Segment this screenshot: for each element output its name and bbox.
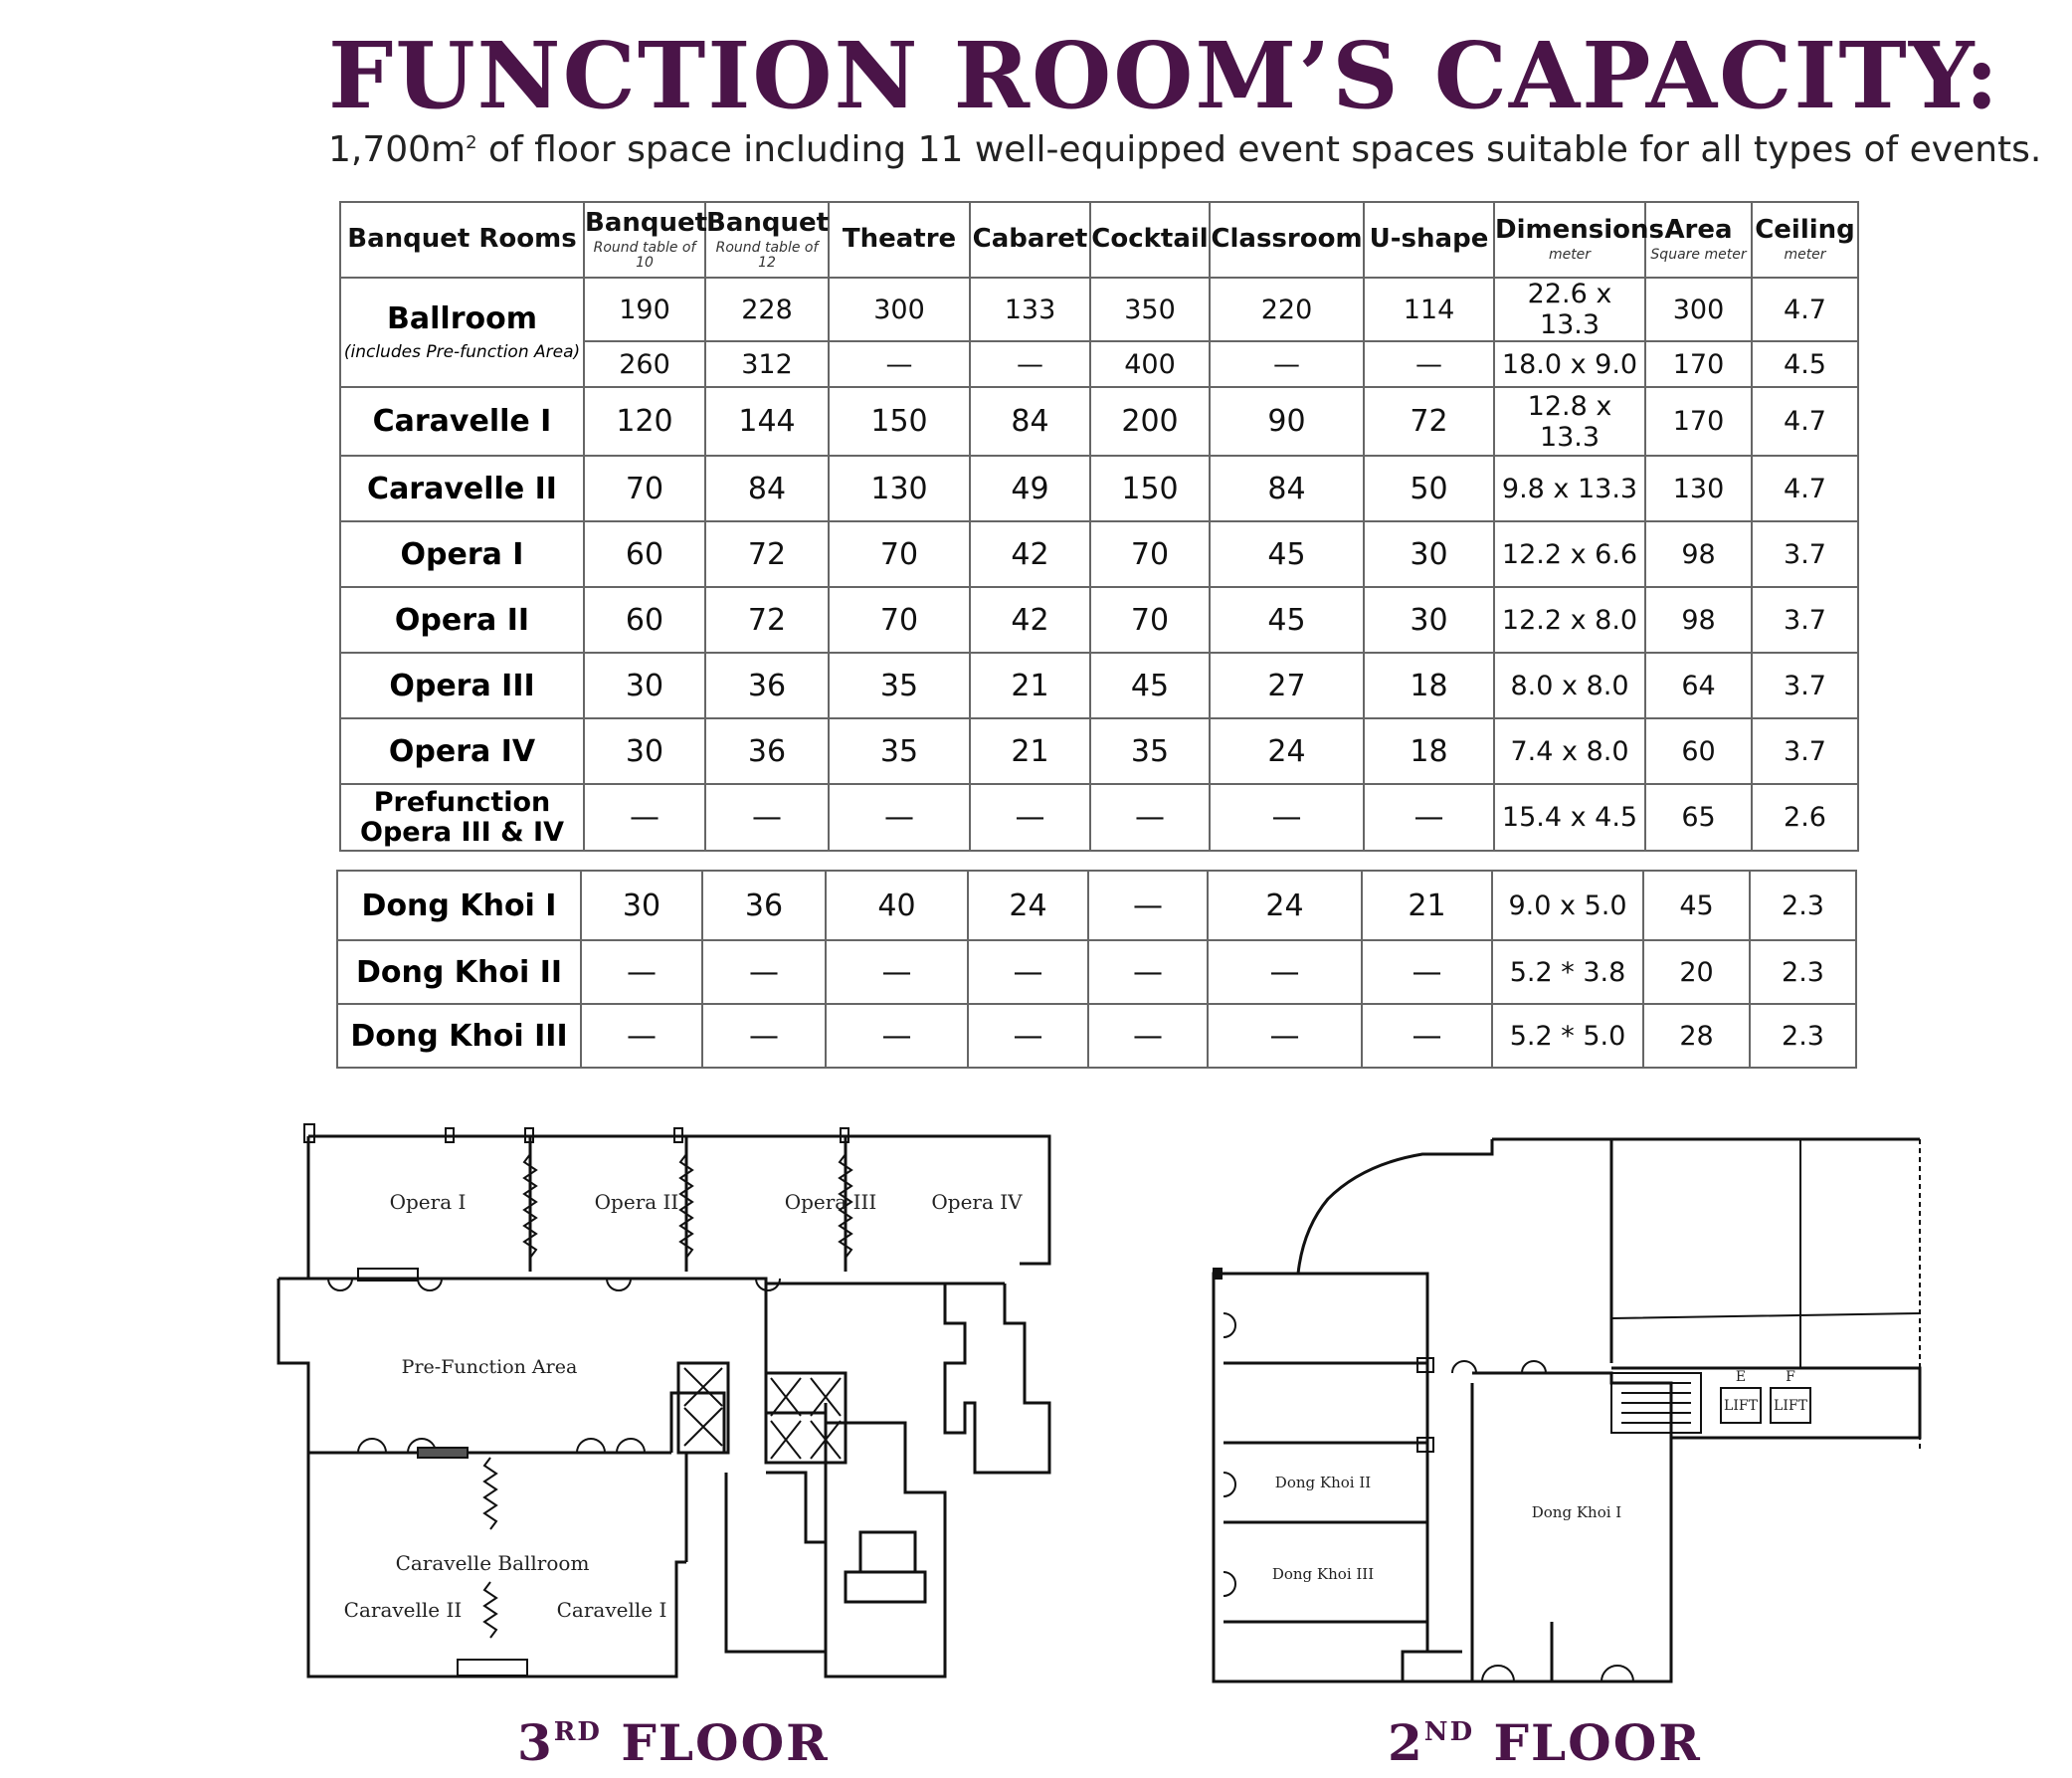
table-cell: 12.8 x 13.3	[1494, 387, 1645, 456]
lift-label-f: F	[1786, 1369, 1795, 1385]
wall	[1224, 1363, 1427, 1622]
floor-2-word: FLOOR	[1493, 1713, 1702, 1772]
table-cell: —	[829, 341, 970, 387]
table-cell: 200	[1090, 387, 1210, 456]
table-cell: 3.7	[1752, 587, 1858, 653]
table-cell: 45	[1210, 587, 1364, 653]
table-cell: 5.2 * 3.8	[1492, 940, 1643, 1004]
table-cell: 9.8 x 13.3	[1494, 456, 1645, 521]
table-cell: 2.3	[1750, 871, 1856, 940]
table-header-row	[340, 202, 1858, 278]
table-cell: 45	[1210, 521, 1364, 587]
room-label-opera-4: Opera IV	[931, 1190, 1023, 1214]
table-cell: 130	[829, 456, 970, 521]
table-cell: —	[970, 341, 1090, 387]
table-cell: —	[1088, 871, 1208, 940]
subtitle-superscript: 2	[466, 132, 477, 153]
table-cell: 4.7	[1752, 456, 1858, 521]
stair-icon	[1621, 1383, 1691, 1423]
room-label-dong-khoi-3: Dong Khoi III	[1271, 1565, 1375, 1583]
room-label-opera-1: Opera I	[389, 1190, 467, 1214]
column	[1214, 1269, 1222, 1279]
table-cell: 350	[1090, 278, 1210, 341]
table-row	[337, 940, 1856, 1004]
table-cell: 228	[705, 278, 829, 341]
table-row	[340, 456, 1858, 521]
table-cell: 36	[702, 871, 826, 940]
table-cell: 114	[1364, 278, 1494, 341]
header-banquet-12-label: Banquet	[706, 207, 830, 238]
table-cell: 64	[1645, 653, 1752, 718]
table-cell: —	[581, 940, 702, 1004]
room-label-dong-khoi-2: Dong Khoi II	[1274, 1474, 1372, 1491]
floor-3-suffix: RD	[553, 1717, 602, 1747]
table-row	[340, 278, 1858, 341]
elevator-icon	[771, 1378, 841, 1459]
room-name-ballroom	[340, 278, 584, 387]
header-banquet-12-sub: Round table of 12	[715, 239, 819, 271]
table-cell: 24	[968, 871, 1088, 940]
header-classroom: Classroom	[1210, 202, 1364, 278]
header-banquet-12	[705, 202, 829, 278]
table-cell: 4.7	[1752, 387, 1858, 456]
room-label-caravelle-ballroom: Caravelle Ballroom	[395, 1551, 590, 1575]
table-cell: —	[826, 940, 968, 1004]
header-ceiling-sub: meter	[1784, 247, 1826, 264]
table-row	[340, 587, 1858, 653]
prefunction-line2: Opera III & IV	[360, 816, 564, 848]
room-name: Dong Khoi I	[337, 871, 581, 940]
table-cell: 70	[584, 456, 705, 521]
table-cell: 90	[1210, 387, 1364, 456]
room-name: Dong Khoi III	[337, 1004, 581, 1068]
table-cell: —	[581, 1004, 702, 1068]
table-cell: 260	[584, 341, 705, 387]
room-name: Opera I	[340, 521, 584, 587]
table-cell: 18.0 x 9.0	[1494, 341, 1645, 387]
table-cell: —	[1210, 784, 1364, 851]
table-cell: 70	[829, 587, 970, 653]
table-cell: 50	[1364, 456, 1494, 521]
table-cell: —	[702, 1004, 826, 1068]
table-cell: 18	[1364, 653, 1494, 718]
table-cell: 84	[705, 456, 829, 521]
table-cell: —	[968, 940, 1088, 1004]
room-label-dong-khoi-1: Dong Khoi I	[1531, 1503, 1622, 1521]
table-cell: 35	[1090, 718, 1210, 784]
wall	[1403, 1622, 1552, 1681]
table-row	[340, 653, 1858, 718]
table-cell: 150	[1090, 456, 1210, 521]
header-ceiling-label: Ceiling	[1755, 215, 1855, 245]
table-row	[337, 1004, 1856, 1068]
header-banquet-rooms: Banquet Rooms	[340, 202, 584, 278]
table-cell: 3.7	[1752, 521, 1858, 587]
table-cell: 144	[705, 387, 829, 456]
wall	[279, 1279, 308, 1453]
header-area-label: Area	[1664, 215, 1733, 245]
floor-2-number: 2	[1388, 1713, 1424, 1772]
table-row	[340, 521, 1858, 587]
wall	[766, 1284, 826, 1413]
floor-plan-2nd	[1204, 1124, 1930, 1691]
room-label-caravelle-1: Caravelle I	[556, 1598, 667, 1622]
wall	[1214, 1274, 1427, 1293]
table-cell: 300	[829, 278, 970, 341]
room-name: Caravelle II	[340, 456, 584, 521]
wall	[766, 1473, 826, 1542]
table-cell: 12.2 x 8.0	[1494, 587, 1645, 653]
table-cell: —	[1208, 940, 1362, 1004]
column	[458, 1660, 527, 1676]
table-cell: —	[968, 1004, 1088, 1068]
table-cell: 70	[1090, 521, 1210, 587]
table-cell: 8.0 x 8.0	[1494, 653, 1645, 718]
table-cell: 30	[584, 718, 705, 784]
table-cell: —	[705, 784, 829, 851]
partition	[484, 1458, 496, 1529]
table-cell: 35	[829, 718, 970, 784]
ballroom-note: (includes Pre-function Area)	[343, 342, 581, 363]
floor-3-label	[517, 1713, 830, 1772]
room-label-opera-2: Opera II	[594, 1190, 679, 1214]
column	[1417, 1438, 1433, 1452]
header-cocktail: Cocktail	[1090, 202, 1210, 278]
table-cell: 4.5	[1752, 341, 1858, 387]
table-cell: 20	[1643, 940, 1750, 1004]
table-cell: —	[1088, 1004, 1208, 1068]
table-cell: 60	[1645, 718, 1752, 784]
wall	[279, 1136, 308, 1279]
header-area-sub: Square meter	[1650, 247, 1747, 264]
table-cell: 400	[1090, 341, 1210, 387]
table-cell: 72	[705, 587, 829, 653]
header-banquet-10-sub: Round table of 10	[593, 239, 696, 271]
table-cell: 27	[1210, 653, 1364, 718]
table-cell: —	[1210, 341, 1364, 387]
table-cell: 21	[1362, 871, 1492, 940]
partition	[484, 1582, 496, 1638]
table-cell: 84	[1210, 456, 1364, 521]
room-name-prefunction	[340, 784, 584, 851]
room-name: Dong Khoi II	[337, 940, 581, 1004]
header-cabaret: Cabaret	[970, 202, 1090, 278]
table-cell: 65	[1645, 784, 1752, 851]
table-cell: 40	[826, 871, 968, 940]
floor-2-suffix: ND	[1423, 1717, 1475, 1747]
table-cell: 312	[705, 341, 829, 387]
elevator-block	[678, 1363, 728, 1453]
table-cell: 190	[584, 278, 705, 341]
table-cell: 98	[1645, 587, 1752, 653]
table-cell: 3.7	[1752, 653, 1858, 718]
table-cell: —	[1088, 940, 1208, 1004]
table-cell: —	[826, 1004, 968, 1068]
prefunction-line1: Prefunction	[373, 786, 551, 818]
page-title: FUNCTION ROOM’S CAPACITY:	[328, 22, 2001, 129]
door	[1452, 1361, 1633, 1681]
table-cell: 21	[970, 653, 1090, 718]
header-dimensions-label: Dimensions	[1495, 215, 1664, 245]
table-cell: 60	[584, 587, 705, 653]
wall	[826, 1403, 945, 1677]
column	[1417, 1358, 1433, 1372]
table-cell: 30	[1364, 521, 1494, 587]
room-name: Opera IV	[340, 718, 584, 784]
column	[418, 1448, 468, 1458]
table-cell: 45	[1090, 653, 1210, 718]
table-cell: 36	[705, 718, 829, 784]
table-cell: 15.4 x 4.5	[1494, 784, 1645, 851]
table-cell: 60	[584, 521, 705, 587]
stair-block	[846, 1572, 925, 1602]
floor-3-number: 3	[517, 1713, 554, 1772]
table-cell: 72	[705, 521, 829, 587]
table-cell: 170	[1645, 341, 1752, 387]
room-label-opera-3: Opera III	[784, 1190, 877, 1214]
room-name: Opera II	[340, 587, 584, 653]
table-cell: 170	[1645, 387, 1752, 456]
table-cell: 300	[1645, 278, 1752, 341]
table-cell: 30	[581, 871, 702, 940]
table-cell: 7.4 x 8.0	[1494, 718, 1645, 784]
table-cell: 24	[1208, 871, 1362, 940]
table-cell: 4.7	[1752, 278, 1858, 341]
table-cell: —	[584, 784, 705, 851]
header-dimensions-sub: meter	[1548, 247, 1592, 264]
door	[358, 1439, 645, 1453]
table-cell: 5.2 * 5.0	[1492, 1004, 1643, 1068]
floor-2-label	[1388, 1713, 1702, 1772]
wall	[726, 1473, 826, 1652]
subtitle-suffix: of floor space including 11 well-equipped event spaces suitable for all types of events.	[476, 129, 2042, 170]
wall	[945, 1284, 1049, 1473]
header-ceiling	[1752, 202, 1858, 278]
table-row	[337, 871, 1856, 940]
table-cell: 2.3	[1750, 940, 1856, 1004]
room-name: Caravelle I	[340, 387, 584, 456]
capacity-table	[339, 201, 1859, 852]
subtitle-prefix: 1,700m	[328, 129, 467, 170]
lift-label-1: LIFT	[1724, 1398, 1758, 1414]
table-cell: 2.3	[1750, 1004, 1856, 1068]
room-name: Opera III	[340, 653, 584, 718]
table-cell: 98	[1645, 521, 1752, 587]
table-cell: 84	[970, 387, 1090, 456]
table-cell: 42	[970, 587, 1090, 653]
table-cell: —	[1364, 341, 1494, 387]
table-cell: —	[1362, 1004, 1492, 1068]
table-cell: 3.7	[1752, 718, 1858, 784]
header-banquet-10	[584, 202, 708, 278]
table-cell: 18	[1364, 718, 1494, 784]
header-ushape: U-shape	[1364, 202, 1494, 278]
room-label-caravelle-2: Caravelle II	[343, 1598, 463, 1622]
table-cell: 70	[1090, 587, 1210, 653]
table-cell: —	[1364, 784, 1494, 851]
header-theatre: Theatre	[829, 202, 970, 278]
table-cell: 24	[1210, 718, 1364, 784]
table-cell: —	[1362, 940, 1492, 1004]
room-label-prefunction: Pre-Function Area	[401, 1356, 578, 1378]
table-cell: 28	[1643, 1004, 1750, 1068]
floor-3-word: FLOOR	[621, 1713, 830, 1772]
ballroom-name: Ballroom	[387, 301, 537, 337]
wall	[1611, 1139, 1920, 1368]
table-cell: 220	[1210, 278, 1364, 341]
table-cell: 49	[970, 456, 1090, 521]
table-cell: 12.2 x 6.6	[1494, 521, 1645, 587]
table-cell: —	[1090, 784, 1210, 851]
wall	[1427, 1293, 1462, 1652]
table-row	[340, 784, 1858, 851]
table-cell: 36	[705, 653, 829, 718]
lift-label-e: E	[1735, 1369, 1747, 1385]
table-cell: 9.0 x 5.0	[1492, 871, 1643, 940]
lift-label-2: LIFT	[1774, 1398, 1807, 1414]
table-cell: 150	[829, 387, 970, 456]
dong-khoi-table	[336, 870, 1857, 1069]
table-cell: —	[970, 784, 1090, 851]
table-cell: 30	[1364, 587, 1494, 653]
header-dimensions	[1494, 202, 1664, 278]
table-cell: 22.6 x 13.3	[1494, 278, 1645, 341]
table-cell: 70	[829, 521, 970, 587]
page-subtitle	[328, 129, 2041, 170]
table-cell: 2.6	[1752, 784, 1858, 851]
table-cell: —	[702, 940, 826, 1004]
door	[1224, 1313, 1235, 1596]
elevator-icon	[684, 1368, 722, 1446]
table-cell: 72	[1364, 387, 1494, 456]
wall	[1298, 1139, 1492, 1274]
table-cell: 133	[970, 278, 1090, 341]
table-cell: 35	[829, 653, 970, 718]
table-cell: —	[1208, 1004, 1362, 1068]
stair-block	[860, 1532, 915, 1572]
table-cell: 30	[584, 653, 705, 718]
table-row	[340, 387, 1858, 456]
header-banquet-10-label: Banquet	[585, 207, 708, 238]
table-cell: 120	[584, 387, 705, 456]
table-cell: 42	[970, 521, 1090, 587]
table-cell: 45	[1643, 871, 1750, 940]
table-cell: 21	[970, 718, 1090, 784]
table-row	[340, 718, 1858, 784]
floor-plan-3rd	[269, 1114, 1064, 1691]
table-cell: —	[829, 784, 970, 851]
table-cell: 130	[1645, 456, 1752, 521]
